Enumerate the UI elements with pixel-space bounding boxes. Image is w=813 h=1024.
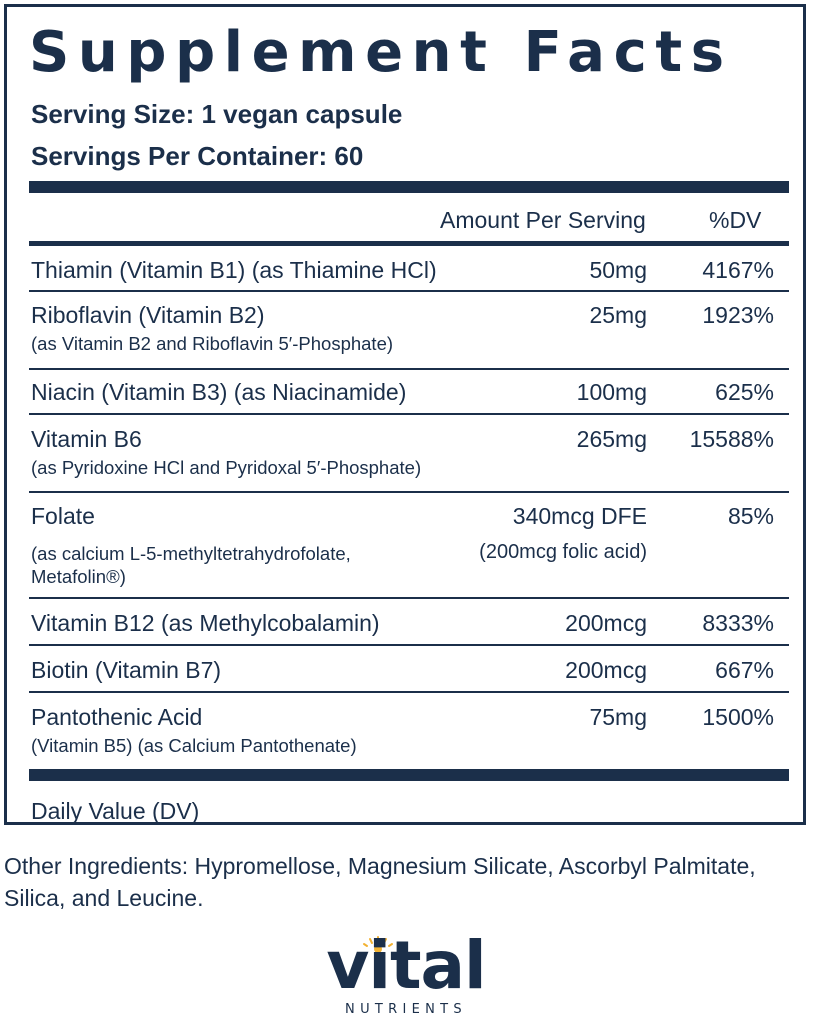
nutrient-source: (as calcium L-5-methyltetrahydrofolate,: [31, 543, 351, 564]
nutrient-amount: 50mg: [589, 257, 647, 283]
nutrient-amount: 265mg: [576, 426, 647, 452]
servings-per-container: Servings Per Container: 60: [31, 141, 364, 171]
nutrient-amount: 200mcg: [565, 657, 647, 683]
nutrient-name: Folate: [31, 503, 95, 529]
nutrient-dv: 8333%: [702, 610, 774, 636]
row-divider: [29, 413, 789, 415]
row-divider: [29, 290, 789, 292]
thick-rule-bottom: [29, 769, 789, 781]
nutrient-source-line2: Metafolin®): [31, 566, 126, 587]
nutrient-name: Vitamin B12 (as Methylcobalamin): [31, 610, 380, 636]
nutrient-dv: 625%: [715, 379, 774, 405]
row-divider: [29, 597, 789, 599]
header-rule: [29, 241, 789, 246]
nutrient-dv: 1923%: [702, 302, 774, 328]
panel-title: Supplement Facts: [29, 20, 733, 85]
nutrient-source: (Vitamin B5) (as Calcium Pantothenate): [31, 735, 357, 756]
supplement-facts-panel: [4, 4, 806, 825]
nutrient-name: Biotin (Vitamin B7): [31, 657, 222, 683]
nutrient-amount: 25mg: [589, 302, 647, 328]
nutrient-amount: 340mcg DFE: [512, 503, 647, 529]
row-divider: [29, 491, 789, 493]
serving-size: Serving Size: 1 vegan capsule: [31, 99, 403, 129]
nutrient-name: Thiamin (Vitamin B1) (as Thiamine HCl): [31, 257, 437, 283]
nutrient-dv: 85%: [727, 503, 774, 529]
nutrient-amount: 100mg: [576, 379, 647, 405]
other-ingredients: Other Ingredients: Hypromellose, Magnesium Silicate, Ascorbyl Palmitate, Silica, and Leucine.: [4, 853, 756, 911]
brand-subtitle: NUTRIENTS: [345, 1002, 467, 1017]
nutrient-name: Vitamin B6: [31, 426, 142, 452]
nutrient-amount-note: (200mcg folic acid): [479, 541, 647, 563]
thick-rule-top: [29, 181, 789, 193]
nutrient-amount: 75mg: [589, 704, 647, 730]
nutrient-amount: 200mcg: [565, 610, 647, 636]
nutrient-dv: 1500%: [702, 704, 774, 730]
brand-wordmark: vital: [326, 927, 486, 1004]
nutrient-dv: 15588%: [689, 426, 774, 452]
daily-value-footnote: Daily Value (DV): [31, 798, 200, 824]
row-divider: [29, 644, 789, 646]
nutrient-name: Pantothenic Acid: [31, 704, 203, 730]
nutrient-name: Niacin (Vitamin B3) (as Niacinamide): [31, 379, 407, 405]
row-divider: [29, 691, 789, 693]
column-header-dv: %DV: [709, 207, 762, 233]
nutrient-source: (as Pyridoxine HCl and Pyridoxal 5′-Phosphate): [31, 457, 422, 478]
row-divider: [29, 368, 789, 370]
nutrient-dv: 4167%: [702, 257, 774, 283]
column-header-amount: Amount Per Serving: [440, 207, 646, 233]
nutrient-source: (as Vitamin B2 and Riboflavin 5′-Phosphate): [31, 333, 394, 354]
nutrient-name: Riboflavin (Vitamin B2): [31, 302, 265, 328]
nutrient-dv: 667%: [715, 657, 774, 683]
